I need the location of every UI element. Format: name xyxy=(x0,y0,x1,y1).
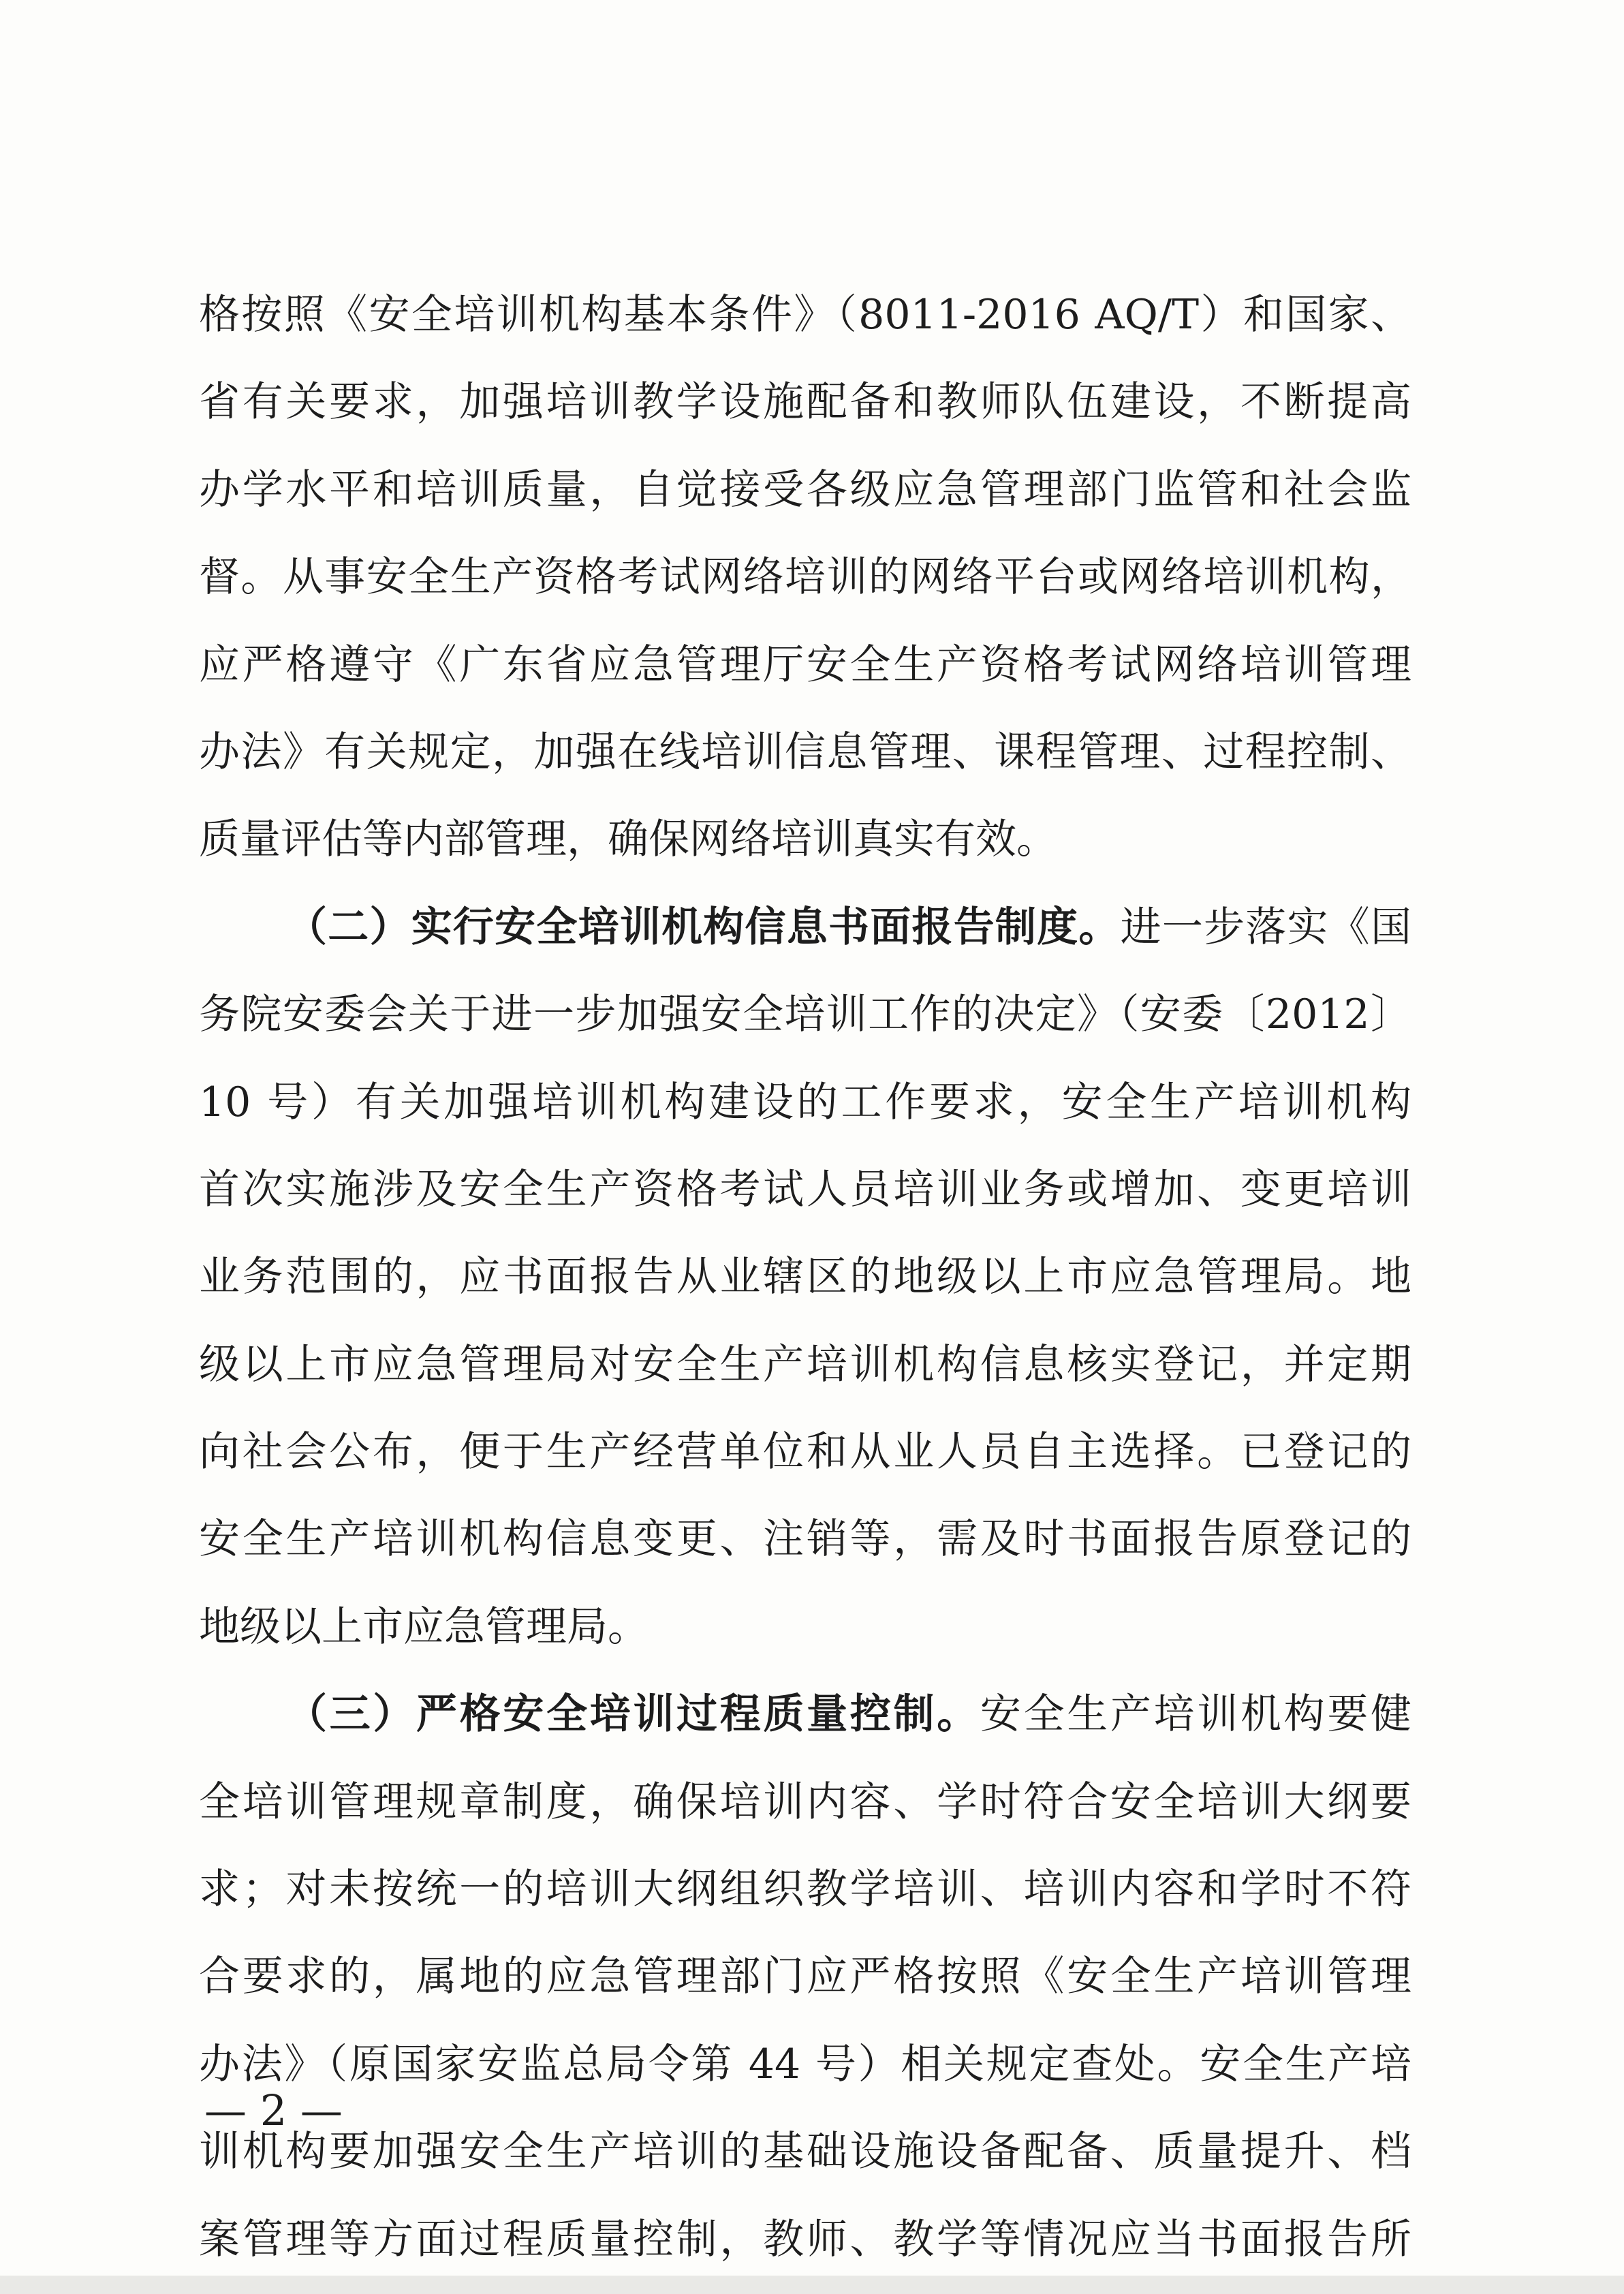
text-line: 质量评估等内部管理，确保网络培训真实有效。 xyxy=(199,816,1057,864)
text-line: 地级以上市应急管理局。 xyxy=(199,1602,649,1651)
text-line: 10 号）有关加强培训机构建设的工作要求，安全生产培训机构 xyxy=(199,1078,1411,1126)
text-line: 办学水平和培训质量，自觉接受各级应急管理部门监管和社会监 xyxy=(199,465,1411,514)
text-line: 办法》有关规定，加强在线培训信息管理、课程管理、过程控制、 xyxy=(199,728,1411,776)
text-line: 案管理等方面过程质量控制，教师、教学等情况应当书面报告所 xyxy=(199,2215,1411,2263)
section-heading-2: （二）实行安全培训机构信息书面报告制度。 xyxy=(286,903,1121,951)
text-line: 向社会公布，便于生产经营单位和从业人员自主选择。已登记的 xyxy=(199,1428,1411,1476)
text-line: 安全生产培训机构信息变更、注销等，需及时书面报告原登记的 xyxy=(199,1515,1411,1564)
text-line: 务院安委会关于进一步加强安全培训工作的决定》（安委〔2012〕 xyxy=(199,991,1411,1039)
text-line: 格按照《安全培训机构基本条件》（8011-2016 AQ/T）和国家、 xyxy=(199,291,1411,339)
section-heading-line: （二）实行安全培训机构信息书面报告制度。进一步落实《国 xyxy=(286,903,1412,951)
text-line: 全培训管理规章制度，确保培训内容、学时符合安全培训大纲要 xyxy=(199,1778,1411,1826)
text-line: 省有关要求，加强培训教学设施配备和教师队伍建设，不断提高 xyxy=(199,378,1411,427)
text-line: 应严格遵守《广东省应急管理厅安全生产资格考试网络培训管理 xyxy=(199,640,1411,689)
page-number: — 2 — xyxy=(204,2086,343,2135)
text-line: 首次实施涉及安全生产资格考试人员培训业务或增加、变更培训 xyxy=(199,1165,1411,1213)
text-line: 训机构要加强安全生产培训的基础设施设备配备、质量提升、档 xyxy=(199,2128,1411,2176)
section-heading-line: （三）严格安全培训过程质量控制。安全生产培训机构要健 xyxy=(286,1690,1412,1739)
text-line: 求；对未按统一的培训大纲组织教学培训、培训内容和学时不符 xyxy=(199,1865,1411,1914)
body-text xyxy=(199,271,1411,2283)
text-line: 合要求的，属地的应急管理部门应严格按照《安全生产培训管理 xyxy=(199,1953,1411,2001)
scan-edge xyxy=(0,2276,1624,2294)
text-line: 办法》（原国家安监总局令第 44 号）相关规定查处。安全生产培 xyxy=(199,2040,1411,2088)
text-line: 级以上市应急管理局对安全生产培训机构信息核实登记，并定期 xyxy=(199,1340,1411,1389)
text-line: 业务范围的，应书面报告从业辖区的地级以上市应急管理局。地 xyxy=(199,1253,1411,1301)
section-heading-3: （三）严格安全培训过程质量控制。 xyxy=(286,1690,980,1739)
text-line: 督。从事安全生产资格考试网络培训的网络平台或网络培训机构， xyxy=(199,553,1411,602)
